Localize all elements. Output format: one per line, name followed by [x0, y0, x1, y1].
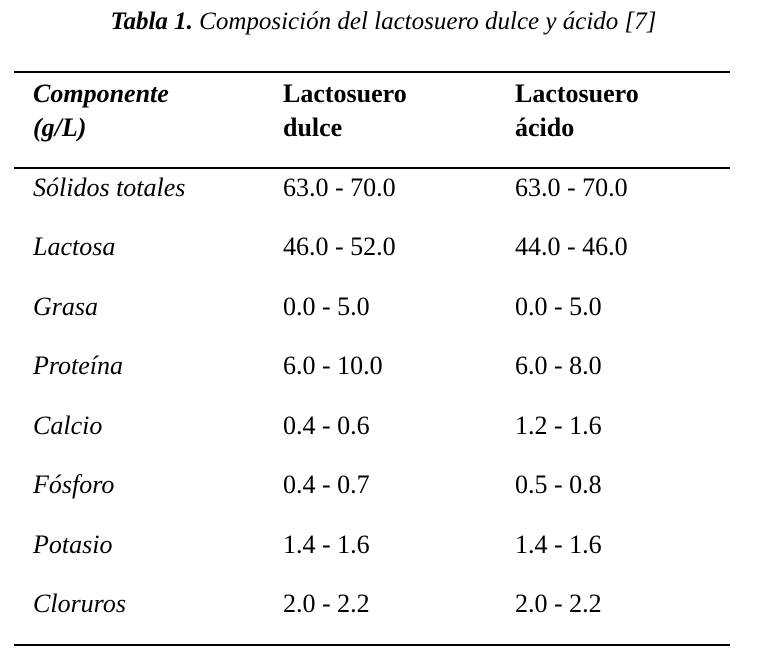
cell-component: Potasio — [33, 530, 113, 559]
table-caption-lead: Tabla 1. — [110, 8, 193, 35]
header-acid-whey-line2: ácido — [515, 113, 575, 142]
cell-component: Fósforo — [33, 470, 115, 499]
header-acid-whey-line1: Lactosuero — [515, 79, 639, 108]
cell-acid-value: 0.5 - 0.8 — [515, 470, 602, 499]
table-row — [0, 527, 767, 563]
header-sweet-whey-line2: dulce — [283, 113, 343, 142]
cell-component: Lactosa — [33, 232, 116, 261]
cell-acid-value: 63.0 - 70.0 — [515, 173, 628, 202]
cell-component: Cloruros — [33, 589, 126, 618]
cell-sweet-value: 63.0 - 70.0 — [283, 173, 396, 202]
cell-sweet-value: 0.4 - 0.7 — [283, 470, 370, 499]
header-sweet-whey — [283, 77, 407, 145]
table-row — [0, 586, 767, 622]
cell-acid-value: 6.0 - 8.0 — [515, 351, 602, 380]
table-caption — [0, 6, 767, 38]
cell-sweet-value: 46.0 - 52.0 — [283, 232, 396, 261]
table-header-rule — [14, 167, 730, 169]
cell-acid-value: 1.2 - 1.6 — [515, 411, 602, 440]
table-caption-text: Composición del lactosuero dulce y ácido [7] — [199, 8, 657, 35]
table-top-rule — [14, 71, 730, 73]
cell-acid-value: 1.4 - 1.6 — [515, 530, 602, 559]
cell-sweet-value: 0.0 - 5.0 — [283, 292, 370, 321]
cell-acid-value: 44.0 - 46.0 — [515, 232, 628, 261]
cell-sweet-value: 2.0 - 2.2 — [283, 589, 370, 618]
table-row — [0, 170, 767, 206]
header-sweet-whey-line1: Lactosuero — [283, 79, 407, 108]
table-row — [0, 348, 767, 384]
cell-component: Proteína — [33, 351, 124, 380]
header-acid-whey — [515, 77, 639, 145]
table-row — [0, 289, 767, 325]
cell-component: Calcio — [33, 411, 103, 440]
cell-component: Sólidos totales — [33, 173, 186, 202]
header-component-line2: (g/L) — [33, 113, 87, 142]
cell-sweet-value: 1.4 - 1.6 — [283, 530, 370, 559]
table-row — [0, 408, 767, 444]
cell-component: Grasa — [33, 292, 99, 321]
cell-acid-value: 0.0 - 5.0 — [515, 292, 602, 321]
header-component-line1: Componente — [33, 79, 169, 108]
cell-sweet-value: 0.4 - 0.6 — [283, 411, 370, 440]
table-bottom-rule — [14, 644, 730, 646]
header-component — [33, 77, 169, 145]
cell-acid-value: 2.0 - 2.2 — [515, 589, 602, 618]
table-row — [0, 467, 767, 503]
table-row — [0, 229, 767, 265]
cell-sweet-value: 6.0 - 10.0 — [283, 351, 383, 380]
